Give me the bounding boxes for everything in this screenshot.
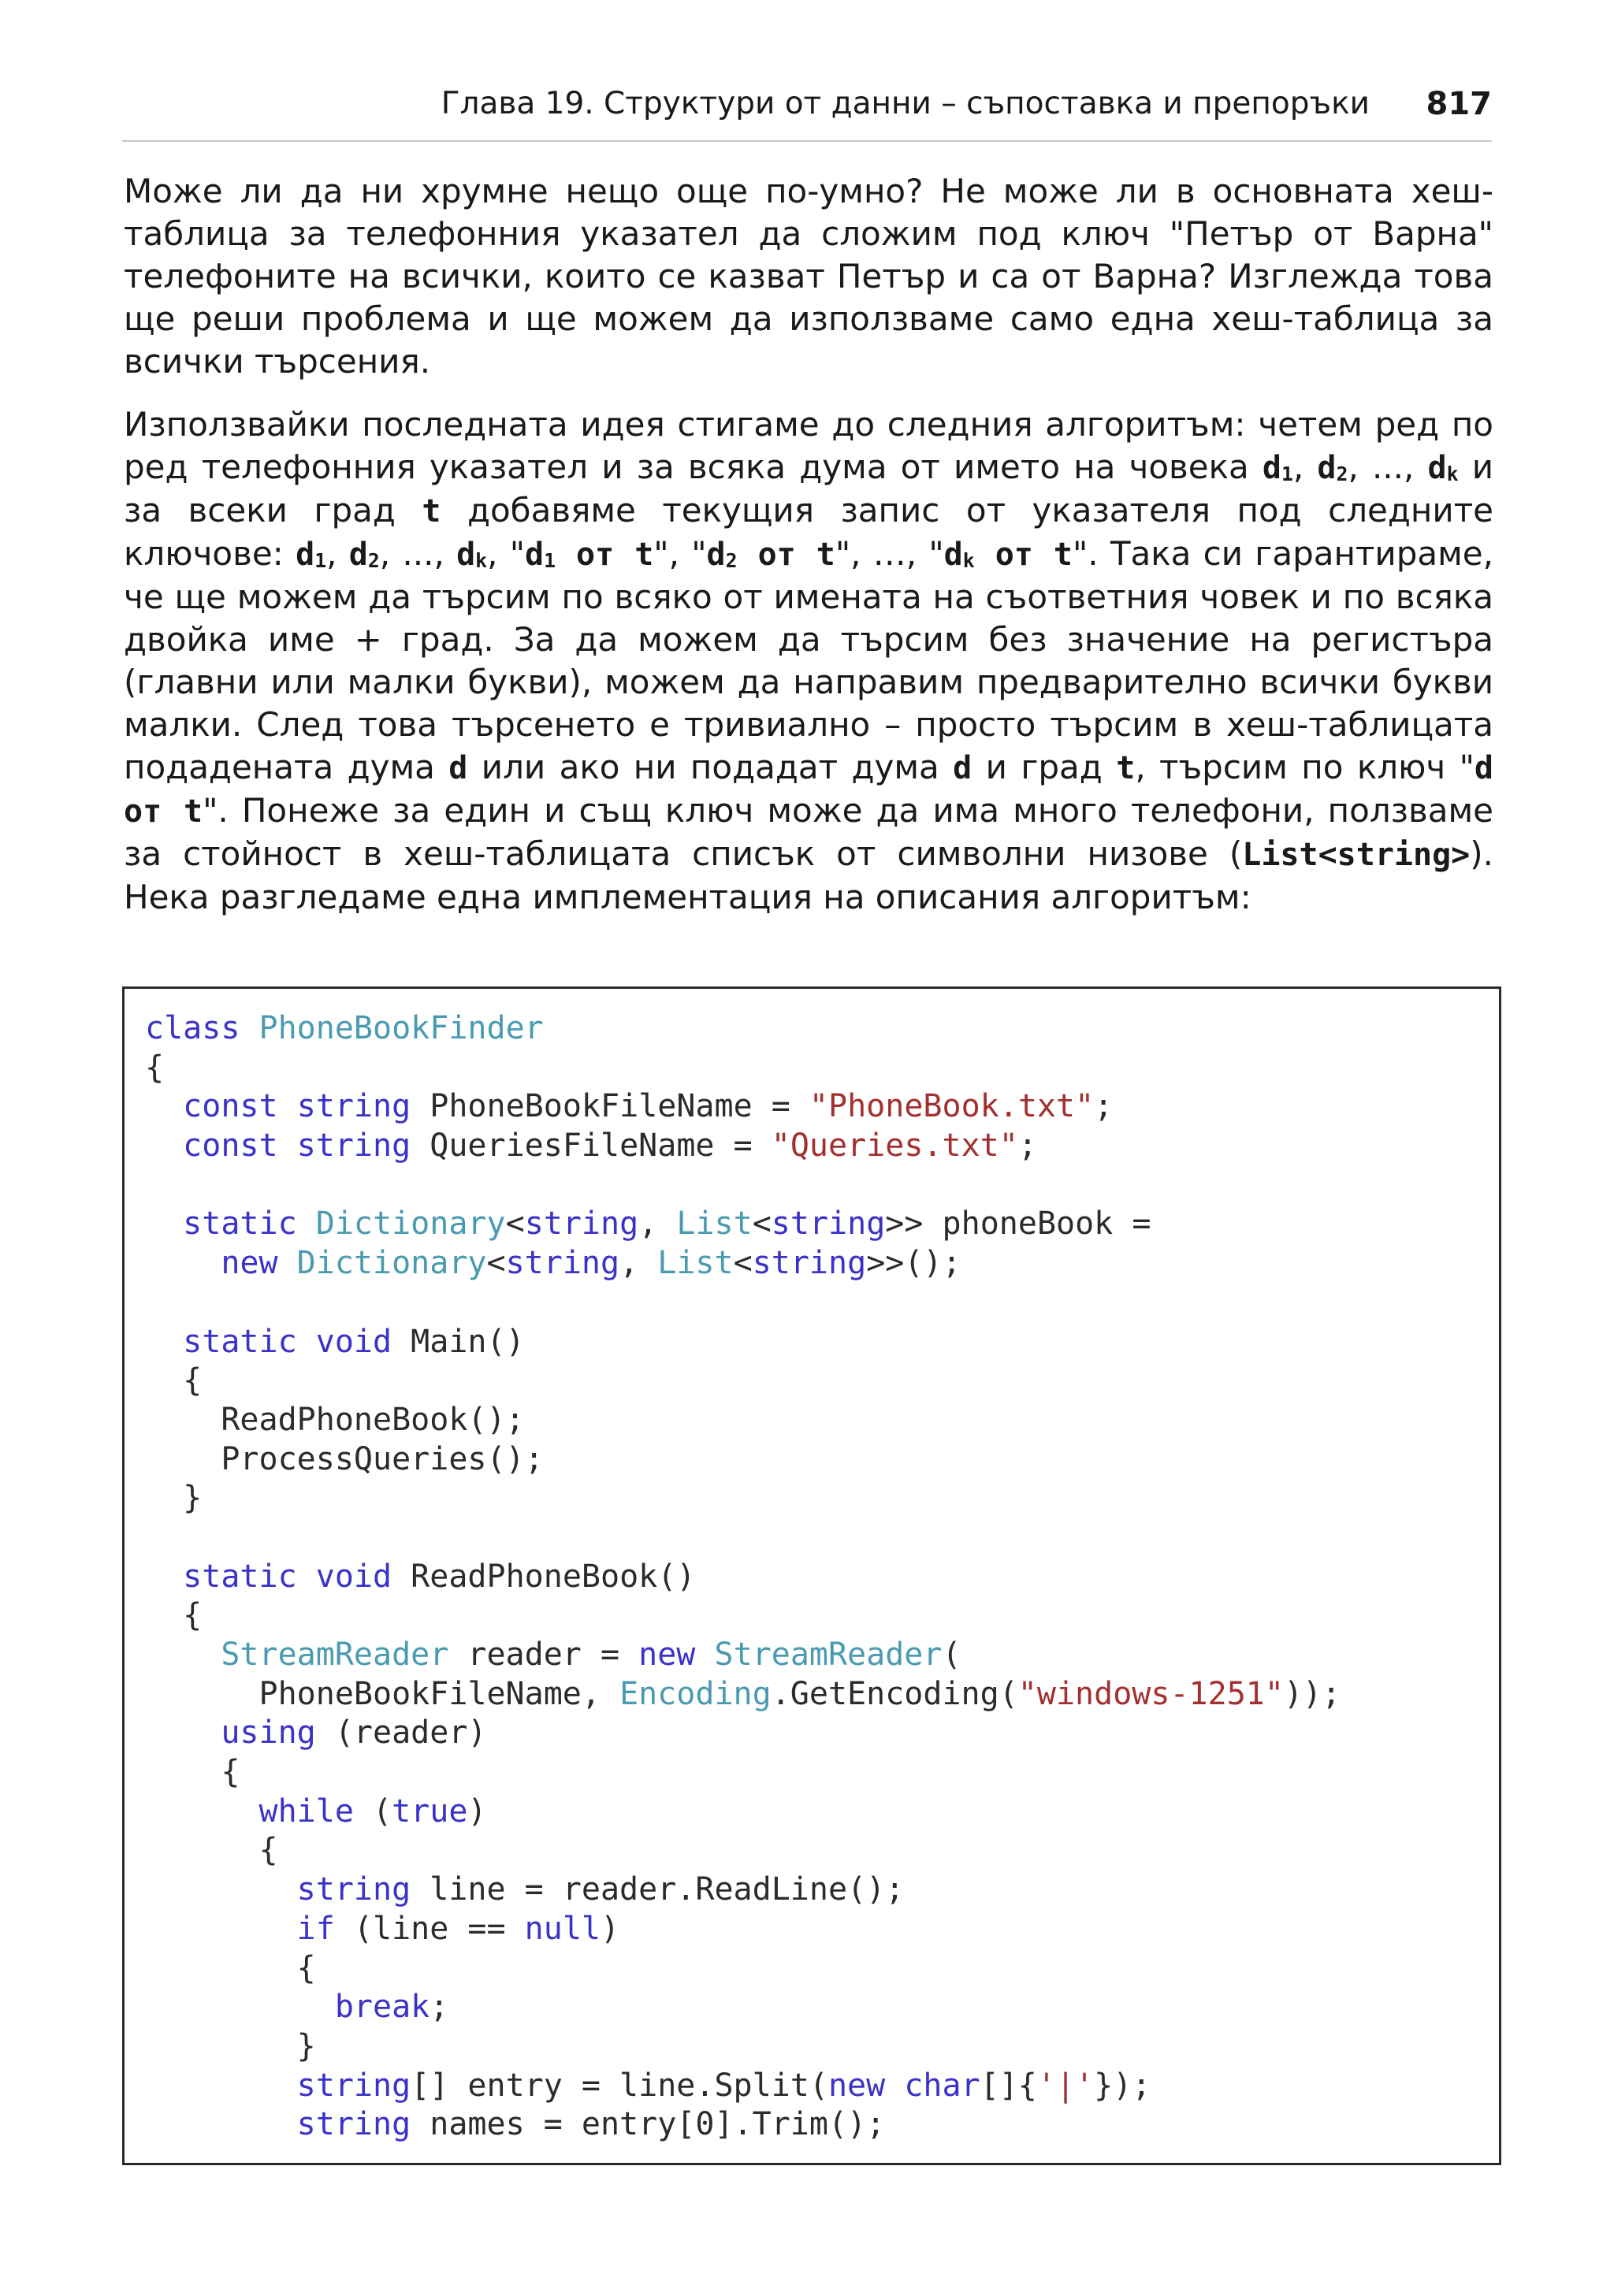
subscript: 2 <box>1336 462 1348 485</box>
code-token: StreamReader <box>221 1637 449 1673</box>
inline-code: от t <box>737 537 835 573</box>
inline-code: $d_k$ <box>943 537 975 573</box>
inline-code: d от t <box>124 750 1494 830</box>
code-token: ReadPhoneBook() <box>392 1558 696 1595</box>
code-token: string <box>296 1128 411 1165</box>
code-token: if <box>296 1910 335 1947</box>
inline-code: $d_1$ <box>296 537 327 573</box>
code-token: ) <box>467 1793 487 1830</box>
code-token: "PhoneBook.txt" <box>809 1088 1095 1125</box>
code-token <box>145 1715 221 1751</box>
code-token <box>278 1245 297 1281</box>
code-token <box>145 1559 183 1595</box>
code-line <box>145 1127 1341 1166</box>
code-token: string <box>296 1871 411 1908</box>
subscript: 2 <box>725 548 738 572</box>
text-run: ", " <box>653 534 707 573</box>
code-token <box>145 1871 297 1908</box>
code-token: true <box>392 1793 468 1830</box>
code-token: ; <box>1094 1088 1114 1125</box>
code-token: ) <box>600 1910 620 1947</box>
code-token <box>145 1128 183 1164</box>
code-token: < <box>733 1245 753 1282</box>
code-token: ; <box>1017 1128 1037 1165</box>
subscript: 1 <box>544 548 556 572</box>
code-line <box>145 1087 1341 1127</box>
code-token <box>145 1245 221 1281</box>
inline-code: $d_1$ <box>525 537 556 573</box>
page-number: 817 <box>1426 86 1492 122</box>
code-token <box>145 2106 297 2142</box>
code-token: ReadPhoneBook(); <box>145 1401 525 1438</box>
code-token: string <box>505 1245 620 1282</box>
code-token: (reader) <box>315 1715 487 1752</box>
code-token: < <box>486 1245 506 1282</box>
code-token: string <box>771 1206 886 1243</box>
code-token: const <box>183 1088 278 1125</box>
code-token: { <box>145 1597 203 1634</box>
inline-code: $d_2$ <box>706 537 738 573</box>
code-token: >>(); <box>866 1245 961 1282</box>
code-token: { <box>145 1049 165 1086</box>
text-run: , ..., <box>1348 448 1428 486</box>
code-token: using <box>221 1715 316 1752</box>
code-token: new <box>221 1245 278 1282</box>
code-token: reader = <box>448 1637 639 1673</box>
text-run: добавяме текущия запис от указателя под следните ключове: <box>124 491 1493 573</box>
code-token: class <box>145 1010 240 1046</box>
code-token <box>297 1206 316 1242</box>
code-token: [] entry = line.Split( <box>411 2067 828 2104</box>
code-token: } <box>145 2027 316 2064</box>
code-token: ; <box>430 1989 449 2026</box>
text-run: или ако ни подадат дума <box>467 748 954 786</box>
code-token: QueriesFileName = <box>411 1128 772 1165</box>
code-token: } <box>145 1480 203 1517</box>
code-line <box>145 1479 1341 1518</box>
code-token: ( <box>942 1637 961 1673</box>
code-token: { <box>145 1754 240 1791</box>
code-line <box>145 1558 1341 1597</box>
text-run: , <box>1292 448 1318 486</box>
code-token: string <box>296 1088 411 1125</box>
code-token: List <box>657 1245 734 1282</box>
code-token <box>145 1088 183 1124</box>
code-token <box>145 2068 297 2104</box>
code-line <box>145 1596 1341 1636</box>
code-token: { <box>145 1949 316 1986</box>
inline-code: $d_2$ <box>1317 450 1348 486</box>
code-line <box>145 1636 1341 1675</box>
code-token: PhoneBookFileName, <box>145 1675 620 1712</box>
code-token: static <box>183 1206 297 1243</box>
code-token: string <box>524 1206 639 1243</box>
code-token: static <box>183 1558 297 1595</box>
inline-code: d <box>953 750 972 786</box>
code-token <box>145 1324 183 1360</box>
code-token: , <box>619 1245 658 1282</box>
code-token: List <box>676 1206 753 1243</box>
code-line <box>145 1518 1341 1558</box>
inline-code: $d_k$ <box>456 537 488 573</box>
code-token <box>297 1559 316 1595</box>
code-token: { <box>145 1362 203 1399</box>
code-line <box>145 1714 1341 1753</box>
code-line <box>145 1910 1341 1949</box>
code-token: (line == <box>334 1910 525 1947</box>
subscript: k <box>475 548 488 572</box>
code-token: string <box>296 2106 411 2143</box>
code-line <box>145 1793 1341 1832</box>
subscript: 1 <box>314 548 327 572</box>
text-run: , търсим по ключ " <box>1135 748 1475 786</box>
code-token: null <box>524 1910 601 1947</box>
code-token: PhoneBookFinder <box>258 1010 544 1046</box>
inline-code: t <box>422 493 441 529</box>
code-line <box>145 1205 1341 1244</box>
code-token: new <box>638 1637 696 1673</box>
code-token: { <box>145 1832 278 1869</box>
code-line <box>145 2067 1341 2106</box>
inline-code: List<string> <box>1242 837 1471 873</box>
text-run: ". Понеже за един и същ ключ може да има много телефони, ползваме за стойност в хеш-таблицата списък от символни низове ( <box>124 791 1494 873</box>
code-token: void <box>315 1558 392 1595</box>
code-token: "windows-1251" <box>1017 1675 1284 1712</box>
code-token <box>278 1088 297 1124</box>
code-token: PhoneBookFileName = <box>411 1088 809 1125</box>
code-token <box>240 1010 258 1046</box>
code-token <box>885 2068 904 2104</box>
inline-code: t <box>1116 750 1136 786</box>
subscript: k <box>962 548 975 572</box>
code-token: const <box>183 1128 278 1165</box>
code-token: < <box>752 1206 772 1243</box>
code-token: string <box>752 1245 867 1282</box>
code-token: line = reader.ReadLine(); <box>411 1871 905 1908</box>
code-line <box>145 1009 1341 1049</box>
text-run: ". Така си гарантираме, че ще можем да търсим по всяко от имената на съответния човек и по всяка двойка име + град. За да можем да търсим без значение на регистъра (главни или малки букви), можем да направим предварително всички букви малки. След това търсенето е тривиално – просто търсим в хеш-таблицата подадената дума <box>124 534 1493 786</box>
code-lines <box>145 1009 1341 2145</box>
code-token: >> phoneBook = <box>885 1206 1151 1243</box>
code-token <box>145 1911 297 1947</box>
text-run: ", …, " <box>835 534 944 573</box>
code-token: []{ <box>980 2067 1037 2104</box>
code-line <box>145 1049 1341 1088</box>
paragraph-2 <box>124 403 1493 919</box>
code-token: break <box>334 1989 430 2026</box>
code-token <box>145 1989 335 2025</box>
code-token: string <box>296 2067 411 2104</box>
code-token: ( <box>353 1793 392 1830</box>
code-listing <box>122 986 1501 2165</box>
inline-code: d <box>448 750 468 786</box>
code-token: static <box>183 1323 297 1360</box>
text-run: Използвайки последната идея стигаме до следния алгоритъм: четем ред по ред телефонния указател и за всяка дума от името на човека <box>124 405 1493 486</box>
paragraph-1: Може ли да ни хрумне нещо още по-умно? Не може ли в основната хеш-таблица за телефонния указател да сложим под ключ "Петър от Варна" телефоните на всички, които се казват Петър и са от Варна? Изглежда това ще реши проблема и ще можем да използваме само една хеш-таблица за всички търсения. <box>124 172 1493 381</box>
text-run: , ..., <box>379 534 457 573</box>
code-token: StreamReader <box>714 1637 943 1673</box>
code-line <box>145 1401 1341 1440</box>
code-line <box>145 1323 1341 1362</box>
inline-code: $d_2$ <box>348 537 380 573</box>
inline-code: от t <box>556 537 654 573</box>
code-line <box>145 1675 1341 1715</box>
code-token: new <box>827 2067 886 2104</box>
code-token: Dictionary <box>296 1245 487 1282</box>
inline-code: $d_k$ <box>1427 450 1459 486</box>
code-line <box>145 1988 1341 2027</box>
code-line <box>145 1871 1341 1910</box>
subscript: 2 <box>367 548 380 572</box>
code-line <box>145 1831 1341 1871</box>
text-run: , <box>326 534 349 573</box>
code-token <box>145 1637 221 1673</box>
code-token: char <box>904 2067 980 2104</box>
code-line <box>145 1949 1341 1989</box>
code-token: void <box>315 1323 392 1360</box>
code-token: .GetEncoding( <box>771 1675 1018 1712</box>
code-token: Encoding <box>619 1675 772 1712</box>
text-run: и град <box>972 748 1117 786</box>
code-token: names = entry[0].Trim(); <box>411 2106 886 2143</box>
code-token: "Queries.txt" <box>771 1128 1018 1165</box>
code-token <box>695 1637 714 1673</box>
code-token <box>145 1206 183 1242</box>
page-header <box>122 79 1492 142</box>
inline-code: $d_1$ <box>1262 450 1293 486</box>
code-token: ProcessQueries(); <box>145 1440 544 1477</box>
code-line <box>145 1440 1341 1480</box>
text-run: ). Нека разгледаме една имплементация на описания алгоритъм: <box>124 834 1493 916</box>
code-token: Main() <box>392 1323 525 1360</box>
code-token <box>278 1128 297 1164</box>
code-line <box>145 1284 1341 1323</box>
text-run: , " <box>487 534 526 573</box>
code-line <box>145 1753 1341 1793</box>
code-token: )); <box>1283 1675 1341 1712</box>
code-line <box>145 1166 1341 1206</box>
code-token: }); <box>1094 2067 1151 2104</box>
code-token: < <box>505 1206 525 1243</box>
inline-code: от t <box>974 537 1073 573</box>
code-line <box>145 2027 1341 2067</box>
chapter-title: Глава 19. Структури от данни – съпоставка и препоръки <box>441 86 1370 121</box>
code-line <box>145 1362 1341 1401</box>
code-line <box>145 2105 1341 2145</box>
code-token <box>297 1324 316 1360</box>
code-line <box>145 1244 1341 1284</box>
code-token: '|' <box>1036 2067 1095 2104</box>
subscript: k <box>1446 462 1459 485</box>
code-token <box>145 1793 259 1830</box>
text-run: и за всеки град <box>124 448 1493 529</box>
code-token: Dictionary <box>315 1206 506 1243</box>
code-token: , <box>638 1206 677 1243</box>
subscript: 1 <box>1281 462 1293 485</box>
code-token: while <box>258 1793 354 1830</box>
